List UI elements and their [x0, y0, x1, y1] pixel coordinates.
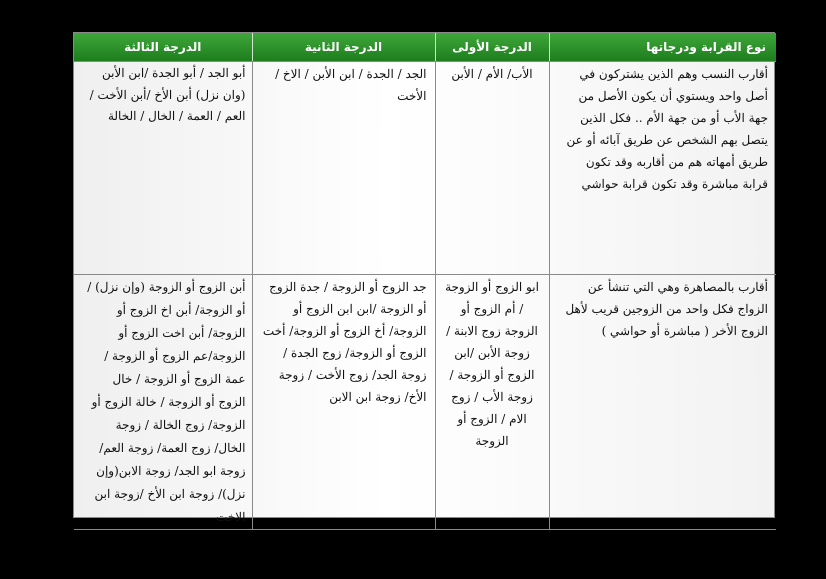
header-degree-2: الدرجة الثانية — [252, 33, 435, 62]
cell-degree-1: ابو الزوج أو الزوجة / أم الزوج أو الزوجة زوج الابنة /زوجة الأبن /ابن الزوج أو الزوجة / زوجة الأب / زوج الام / الزوج أو الزوجة — [435, 275, 549, 530]
cell-kinship-type: أقارب بالمصاهرة وهي التي تنشأ عن الزواج فكل واحد من الزوجين قريب لأهل الزوج الأخر ( مباشرة أو حواشي ) — [549, 275, 776, 530]
kinship-table-container — [73, 32, 775, 524]
header-degree-1: الدرجة الأولى — [435, 33, 549, 62]
table-row — [74, 275, 776, 530]
cell-degree-2: الجد / الجدة / ابن الأبن / الاخ / الأخت — [252, 62, 435, 275]
header-degree-3: الدرجة الثالثة — [74, 33, 252, 62]
table-header-row — [74, 33, 776, 62]
table-row — [74, 62, 776, 275]
cell-degree-3: أبن الزوج أو الزوجة (وإن نزل) / أو الزوجة/ أبن اخ الزوج أو الزوجة/ أبن اخت الزوج أو الزوجة/عم الزوج أو الزوجة / عمة الزوج أو الزوجة / خال الزوج أو الزوجة / خالة الزوج أو الزوجة/ زوج الخالة / زوجة الخال/ زوج العمة/ زوجة العم/زوجة ابو الجد/ زوجة الابن(وإن نزل)/ زوجة ابن الأخ /زوجة ابن الاخت — [74, 275, 252, 530]
cell-kinship-type: أقارب النسب وهم الذين يشتركون في أصل واحد ويستوي أن يكون الأصل من جهة الأب أو من جهة الأم .. فكل الذين يتصل بهم الشخص عن طريق آبائه أو عن طريق أمهاته هم من أقاربه وقد تكون قرابة مباشرة وقد تكون قرابة حواشي — [549, 62, 776, 275]
cell-degree-3: أبو الجد / أبو الجدة /ابن الأبن (وان نزل) أبن الأخ /أبن الأخت / العم / العمة / الخال / الخالة — [74, 62, 252, 275]
cell-degree-2: جد الزوج أو الزوجة / جدة الزوج أو الزوجة /ابن ابن الزوج أو الزوجة/ أخ الزوج أو الزوجة/ أخت الزوج أو الزوجة/ زوج الجدة /زوجة الجد/ زوج الأخت / زوجة الأخ/ زوجة ابن الابن — [252, 275, 435, 530]
header-kinship-type: نوع القرابة ودرجاتها — [549, 33, 776, 62]
cell-degree-1: الأب/ الأم / الأبن — [435, 62, 549, 275]
kinship-degrees-table — [74, 33, 776, 530]
